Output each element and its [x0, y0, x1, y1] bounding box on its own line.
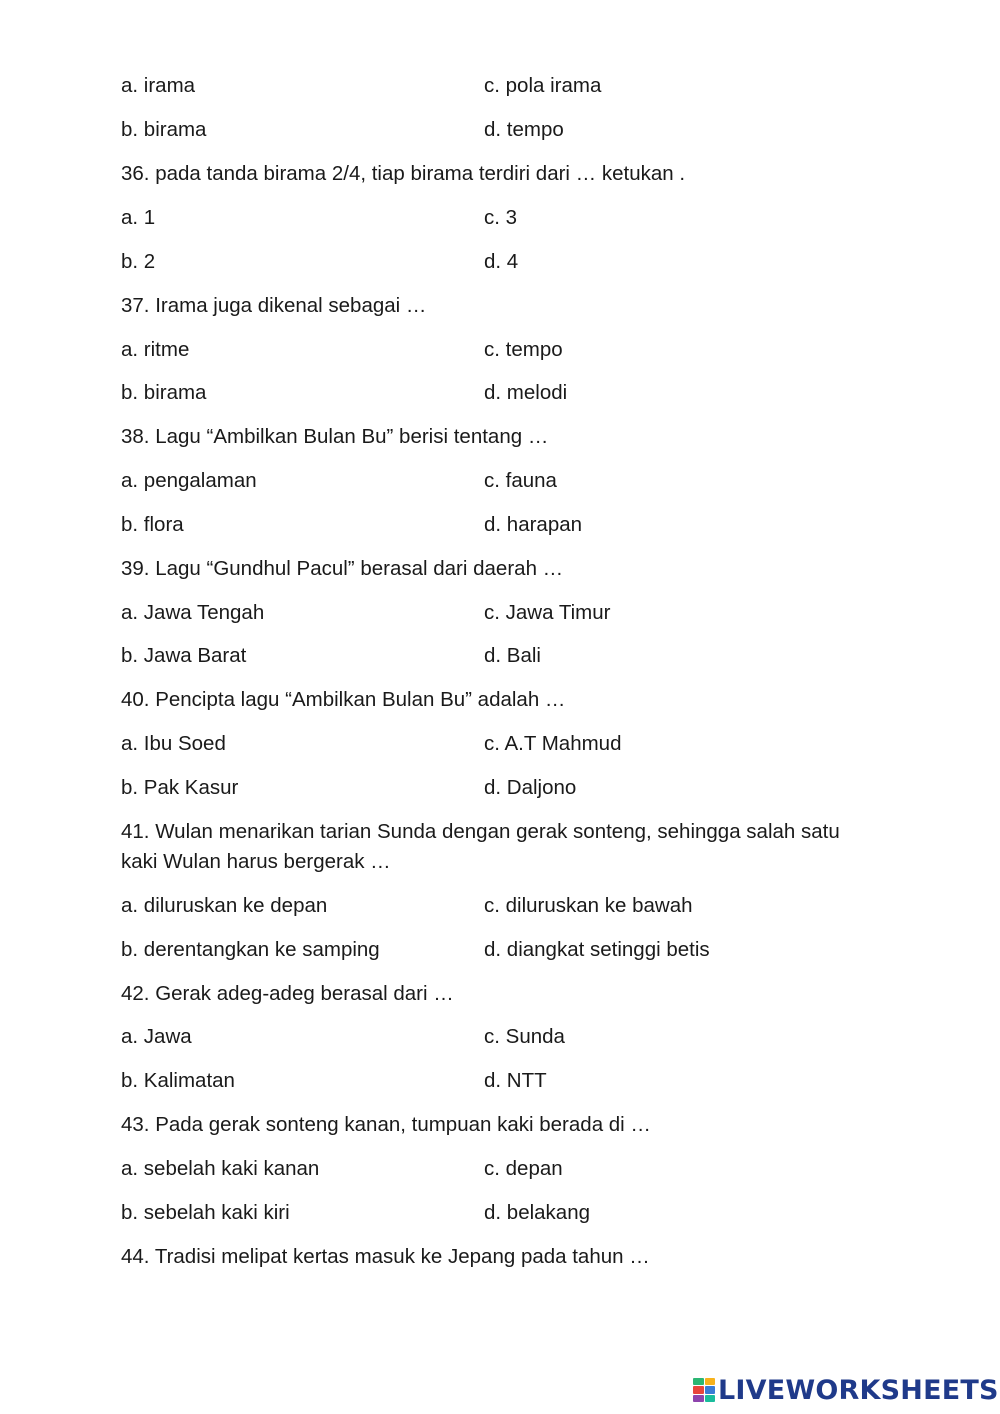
option-b: b. Pak Kasur	[121, 776, 239, 799]
option-a: a. Jawa Tengah	[121, 601, 265, 624]
option-b: b. Jawa Barat	[121, 644, 247, 667]
option-c: c. Sunda	[484, 1025, 565, 1048]
option-c: c. tempo	[484, 338, 563, 361]
option-a: a. diluruskan ke depan	[121, 894, 328, 917]
brand-name: LIVEWORKSHEETS	[718, 1374, 999, 1406]
liveworksheets-brand	[693, 1373, 999, 1407]
option-c: c. A.T Mahmud	[484, 732, 622, 755]
option-c: c. depan	[484, 1157, 563, 1180]
option-a: a. 1	[121, 206, 156, 229]
question-44: 44. Tradisi melipat kertas masuk ke Jepang pada tahun …	[121, 1245, 650, 1268]
option-a: a. sebelah kaki kanan	[121, 1157, 320, 1180]
option-c: c. 3	[484, 206, 518, 229]
option-b: b. Kalimatan	[121, 1069, 235, 1092]
option-d: d. belakang	[484, 1201, 591, 1224]
option-a: a. ritme	[121, 338, 190, 361]
option-d: d. NTT	[484, 1069, 547, 1092]
option-b: b. flora	[121, 513, 184, 536]
option-d: d. 4	[484, 250, 519, 273]
question-40: 40. Pencipta lagu “Ambilkan Bulan Bu” adalah …	[121, 688, 566, 711]
option-c: c. fauna	[484, 469, 557, 492]
question-41: 41. Wulan menarikan tarian Sunda dengan gerak sonteng, sehingga salah satu kaki Wulan harus bergerak …	[121, 820, 840, 873]
option-b: b. birama	[121, 381, 207, 404]
question-37: 37. Irama juga dikenal sebagai …	[121, 294, 427, 317]
question-36: 36. pada tanda birama 2/4, tiap birama terdiri dari … ketukan .	[121, 162, 686, 185]
option-d: d. tempo	[484, 118, 564, 141]
option-d: d. melodi	[484, 381, 568, 404]
option-d: d. diangkat setinggi betis	[484, 938, 710, 961]
option-d: d. Bali	[484, 644, 541, 667]
option-a: a. pengalaman	[121, 469, 257, 492]
option-a: a. Jawa	[121, 1025, 192, 1048]
option-c: c. pola irama	[484, 74, 602, 97]
question-39: 39. Lagu “Gundhul Pacul” berasal dari daerah …	[121, 557, 564, 580]
question-43: 43. Pada gerak sonteng kanan, tumpuan kaki berada di …	[121, 1113, 651, 1136]
option-c: c. diluruskan ke bawah	[484, 894, 693, 917]
question-42: 42. Gerak adeg-adeg berasal dari …	[121, 982, 454, 1005]
option-a: a. Ibu Soed	[121, 732, 226, 755]
liveworksheets-logo-icon	[693, 1378, 715, 1402]
question-38: 38. Lagu “Ambilkan Bulan Bu” berisi tentang …	[121, 425, 549, 448]
option-c: c. Jawa Timur	[484, 601, 611, 624]
option-d: d. Daljono	[484, 776, 577, 799]
option-b: b. sebelah kaki kiri	[121, 1201, 290, 1224]
option-b: b. derentangkan ke samping	[121, 938, 380, 961]
option-b: b. birama	[121, 118, 207, 141]
option-d: d. harapan	[484, 513, 583, 536]
option-b: b. 2	[121, 250, 156, 273]
option-a: a. irama	[121, 74, 196, 97]
